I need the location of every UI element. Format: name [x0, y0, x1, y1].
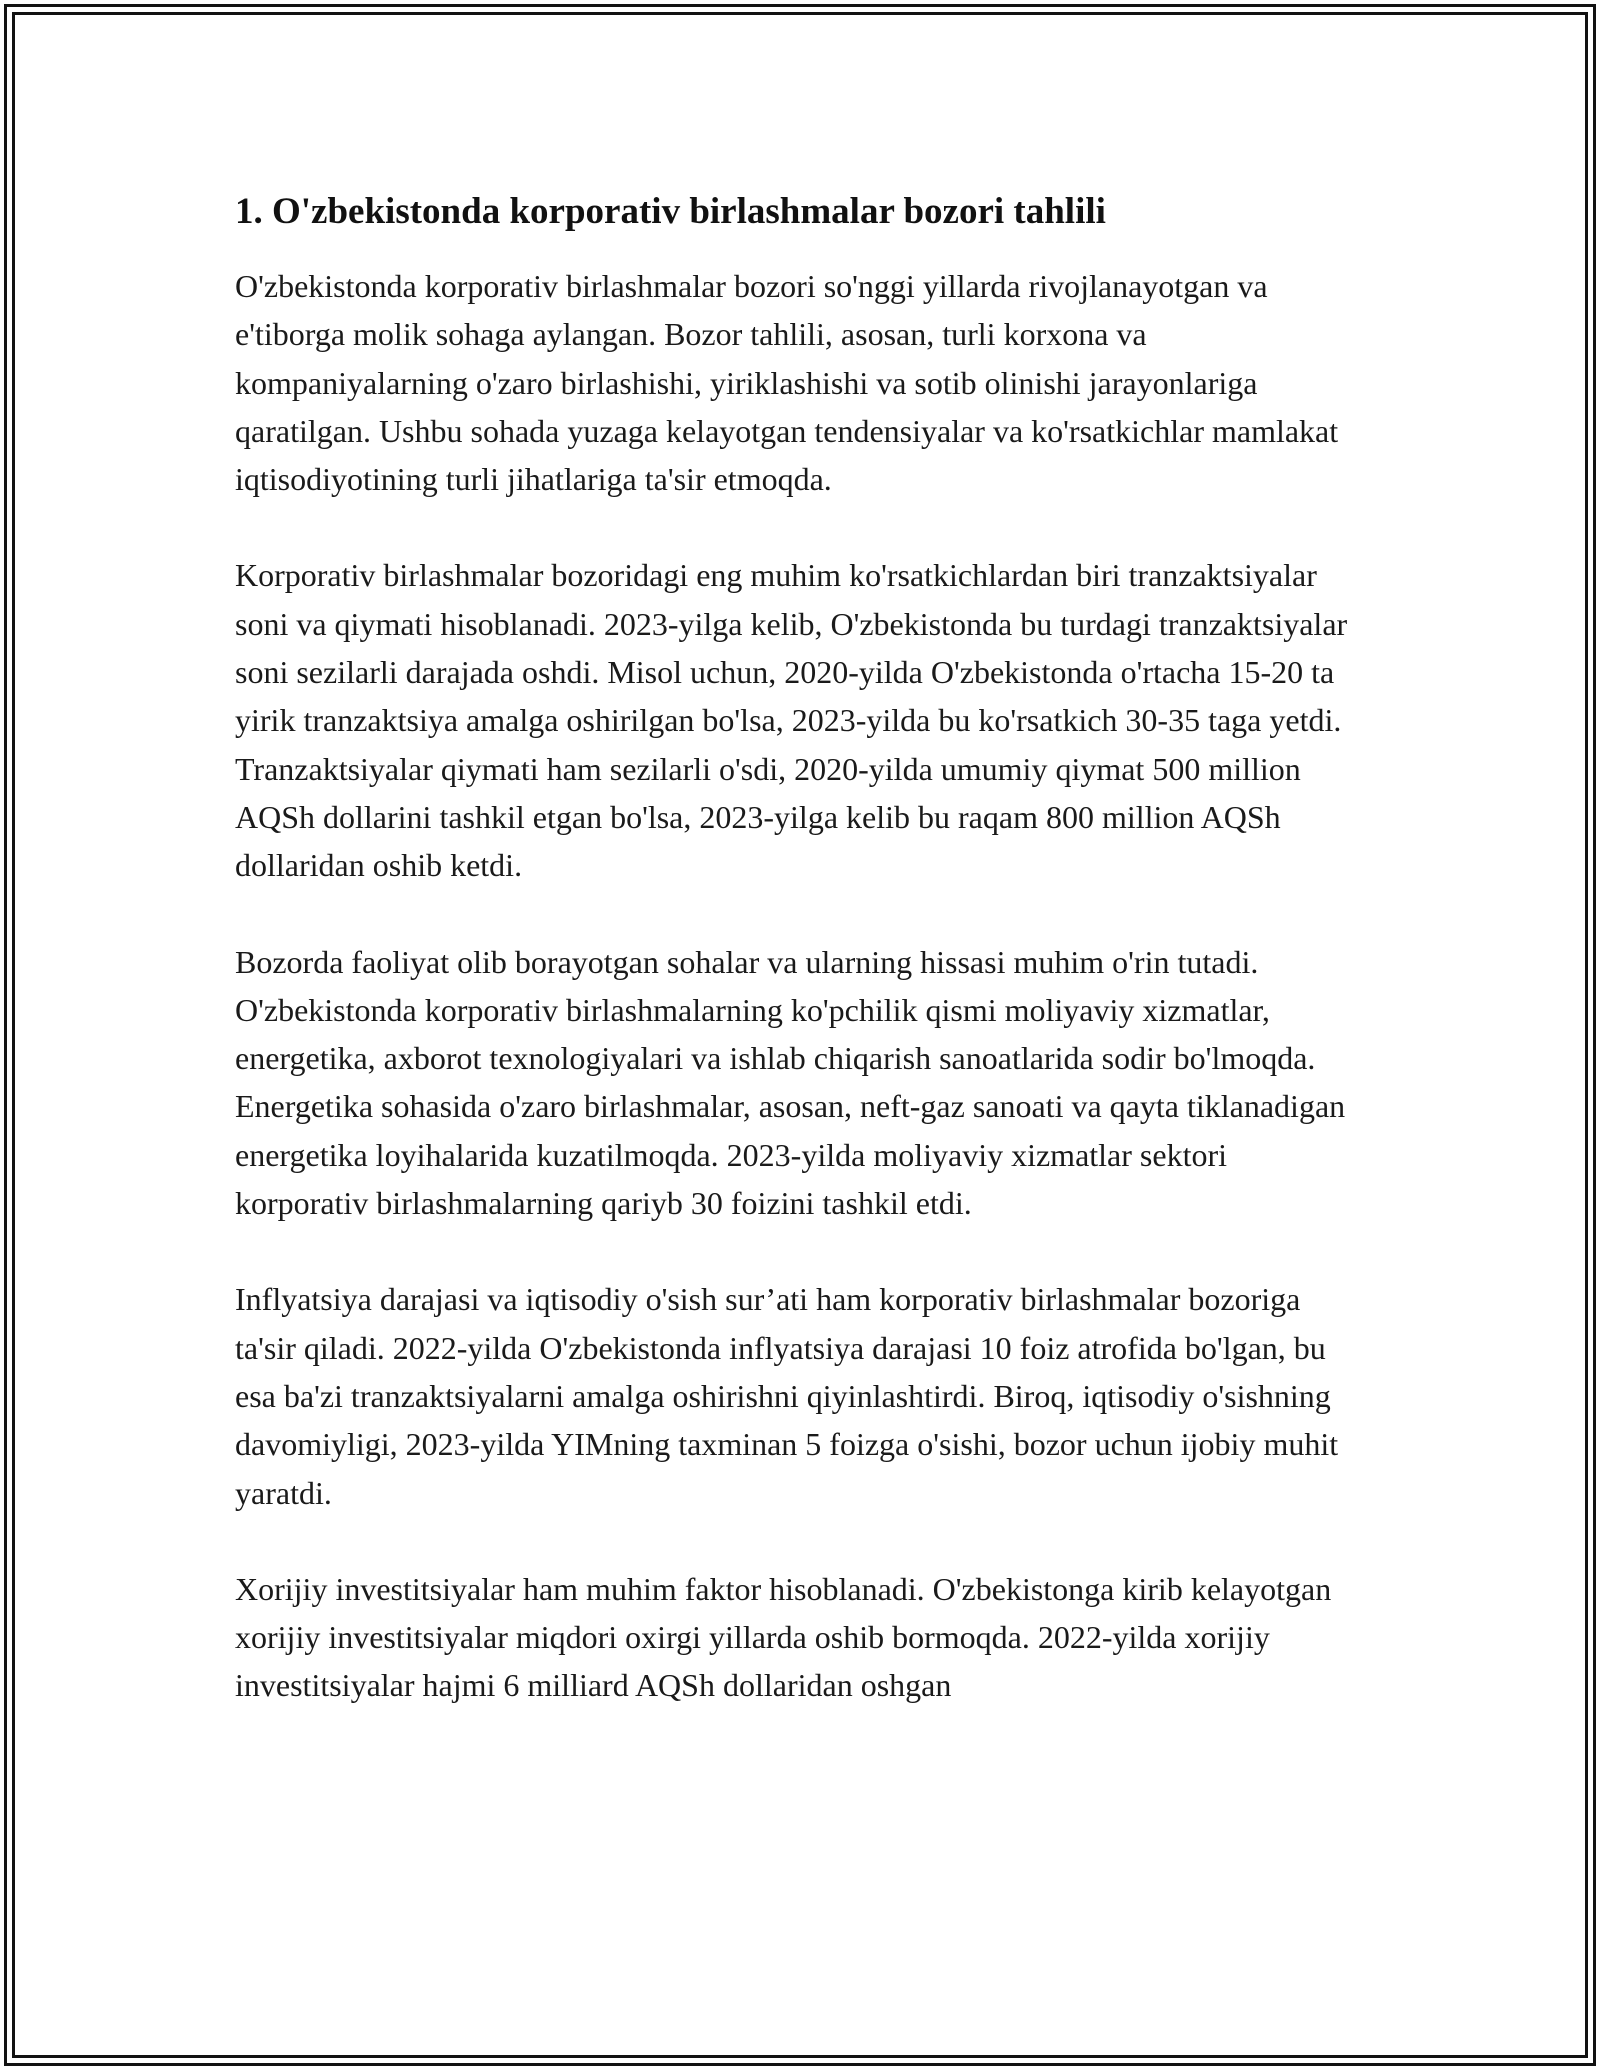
document-body — [235, 186, 1365, 1758]
paragraph-foreign-investment: Xorijiy investitsiyalar ham muhim faktor hisoblanadi. O'zbekistonga kirib kelayotgan xorijiy investitsiyalar miqdori oxirgi yillarda oshib bormoqda. 2022-yilda xorijiy investitsiyalar hajmi 6 milliard AQSh dollaridan oshgan — [235, 1570, 1332, 1704]
paragraph-sectors: Bozorda faoliyat olib borayotgan sohalar va ularning hissasi muhim o'rin tutadi. O'zbekistonda korporativ birlashmalarning ko'pchilik qismi moliyaviy xizmatlar, energetika, axborot texnologiyalari va ishlab chiqarish sanoatlarida sodir bo'lmoqda. Energetika sohasida o'zaro birlashmalar, asosan, neft-gaz sanoati va qayta tiklanadigan energetika loyihalarida kuzatilmoqda. 2023-yilda moliyaviy xizmatlar sektori korporativ birlashmalarning qariyb 30 foizini tashkil etdi. — [235, 943, 1346, 1222]
section-heading: 1. O'zbekistonda korporativ birlashmalar bozori tahlili — [235, 191, 1106, 232]
paragraph-inflation: Inflyatsiya darajasi va iqtisodiy o'sish sur’ati ham korporativ birlashmalar bozoriga ta'sir qiladi. 2022-yilda O'zbekistonda inflyatsiya darajasi 10 foiz atrofida bo'lgan, bu esa ba'zi tranzaktsiyalarni amalga oshirishni qiyinlashtirdi. Biroq, iqtisodiy o'sishning davomiyligi, 2023-yilda YIMning taxminan 5 foizga o'sishi, bozor uchun ijobiy muhit yaratdi. — [235, 1281, 1339, 1511]
paragraph-intro: O'zbekistonda korporativ birlashmalar bozori so'nggi yillarda rivojlanayotgan va e'tiborga molik sohaga aylangan. Bozor tahlili, asosan, turli korxona va kompaniyalarning o'zaro birlashishi, yiriklashishi va sotib olinishi jarayonlariga qaratilgan. Ushbu sohada yuzaga kelayotgan tendensiyalar va ko'rsatkichlar mamlakat iqtisodiyotining turli jihatlariga ta'sir etmoqda. — [235, 268, 1339, 498]
paragraph-transactions: Korporativ birlashmalar bozoridagi eng muhim ko'rsatkichlardan biri tranzaktsiyalar soni va qiymati hisoblanadi. 2023-yilga kelib, O'zbekistonda bu turdagi tranzaktsiyalar soni sezilarli darajada oshdi. Misol uchun, 2020-yilda O'zbekistonda o'rtacha 15-20 ta yirik tranzaktsiya amalga oshirilgan bo'lsa, 2023-yilda bu ko'rsatkich 30-35 taga yetdi. Tranzaktsiyalar qiymati ham sezilarli o'sdi, 2020-yilda umumiy qiymat 500 million AQSh dollarini tashkil etgan bo'lsa, 2023-yilga kelib bu raqam 800 million AQSh dollaridan oshib ketdi. — [235, 557, 1348, 884]
